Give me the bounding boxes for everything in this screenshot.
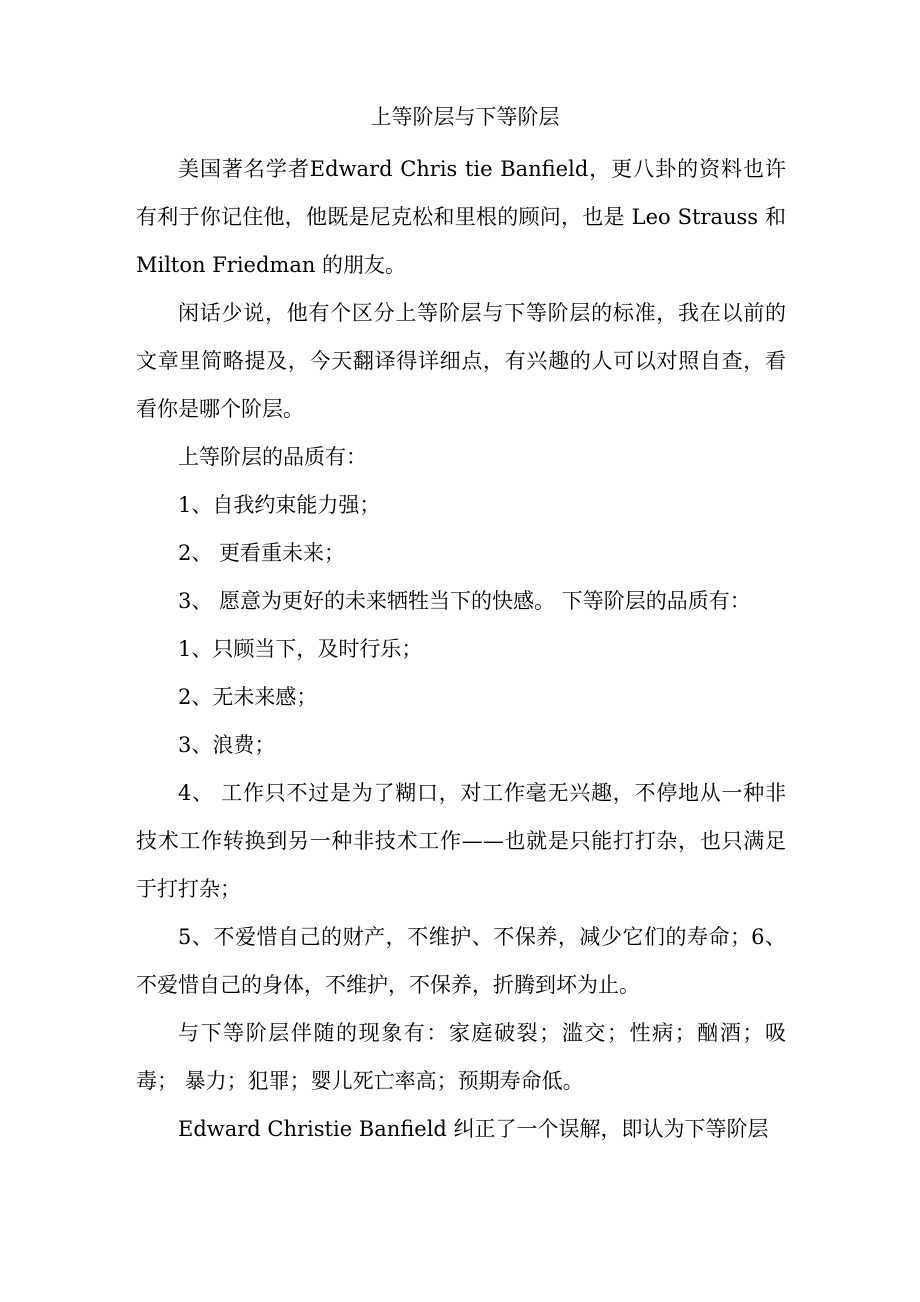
list-item-upper-2: 2、 更看重未来； [178,541,346,565]
paragraph-intro: 美国著名学者Edward Chris tie Banfield，更八卦的资料也许有利于你记住他，他既是尼克松和里根的顾问，也是 Leo Strauss 和 Milton Friedman 的朋友。 [136,157,786,277]
paragraph-misconception: Edward Christie Banfield 纠正了一个误解，即认为下等阶层 [178,1117,769,1141]
paragraph-upper-heading: 上等阶层的品质有： [178,445,367,469]
list-item-lower-1: 1、只顾当下，及时行乐； [178,637,423,661]
document-body [136,145,786,1153]
list-item-lower-3: 3、浪费； [178,733,276,757]
list-item-lower-2: 2、无未来感； [178,685,318,709]
paragraph-standard: 闲话少说，他有个区分上等阶层与下等阶层的标准，我在以前的文章里简略提及，今天翻译得详细点，有兴趣的人可以对照自查，看看你是哪个阶层。 [136,301,786,421]
list-item-upper-3: 3、 愿意为更好的未来牺牲当下的快感。 下等阶层的品质有： [178,589,751,613]
list-item-upper-1: 1、自我约束能力强； [178,493,381,517]
list-item-lower-4: 4、 工作只不过是为了糊口，对工作毫无兴趣，不停地从一种非技术工作转换到另一种非技术工作——也就是只能打打杂，也只满足于打打杂； [136,781,786,901]
paragraph-phenomena: 与下等阶层伴随的现象有：家庭破裂；滥交；性病；酗酒；吸毒； 暴力；犯罪；婴儿死亡率高；预期寿命低。 [136,1021,786,1093]
list-item-lower-5-6: 5、不爱惜自己的财产，不维护、不保养，减少它们的寿命；6、不爱惜自己的身体，不维护，不保养，折腾到坏为止。 [136,925,786,997]
document-title: 上等阶层与下等阶层 [370,105,560,129]
